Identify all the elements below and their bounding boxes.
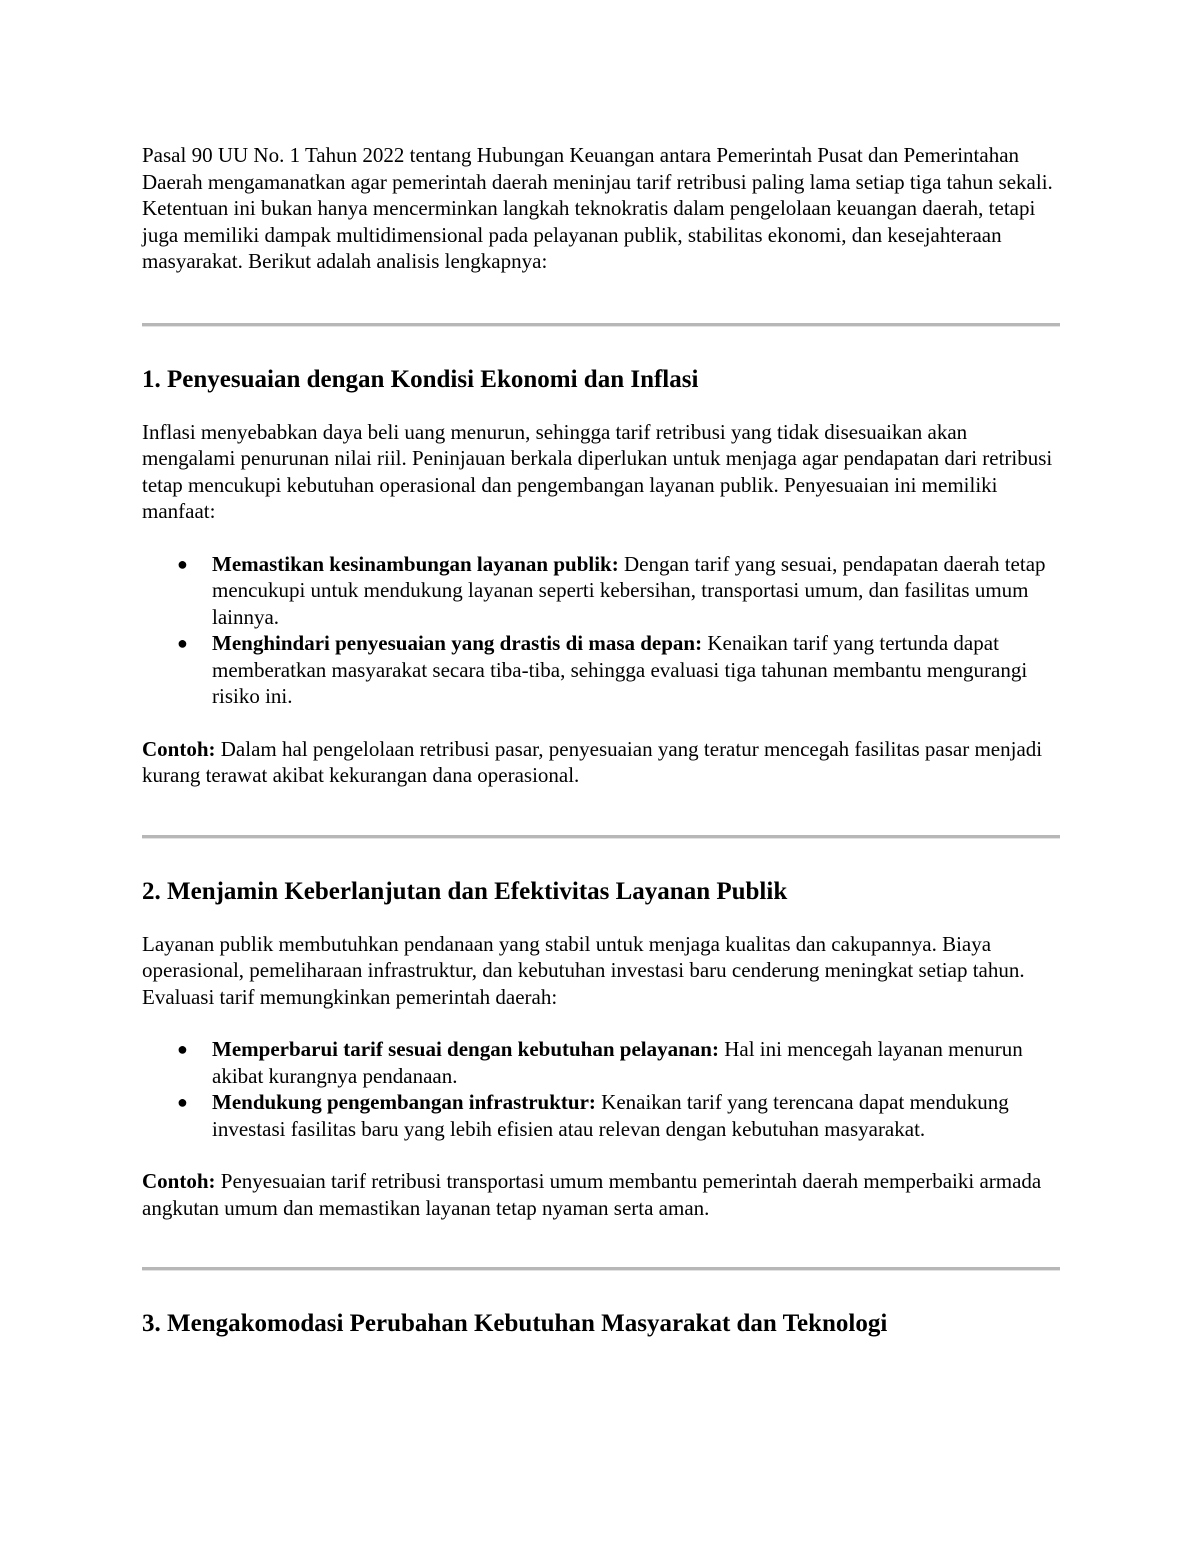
bullet-list bbox=[142, 551, 1062, 710]
section-heading: 1. Penyesuaian dengan Kondisi Ekonomi dan Inflasi bbox=[142, 365, 699, 393]
bullet-icon: ● bbox=[177, 1092, 188, 1112]
section-paragraph: Layanan publik membutuhkan pendanaan yang stabil untuk menjaga kualitas dan cakupannya. Biaya operasional, pemeliharaan infrastruktur, dan kebutuhan investasi baru cenderung meningkat setiap tahun. Evaluasi tarif memungkinkan pemerintah daerah: bbox=[142, 931, 1025, 1009]
list-item bbox=[177, 1089, 1062, 1142]
bullet-list bbox=[142, 1036, 1062, 1142]
section-heading: 3. Mengakomodasi Perubahan Kebutuhan Masyarakat dan Teknologi bbox=[142, 1310, 888, 1337]
example-paragraph bbox=[142, 1168, 1062, 1221]
list-item-bold: Memastikan kesinambungan layanan publik: bbox=[212, 551, 619, 576]
bullet-icon: ● bbox=[177, 553, 188, 574]
list-item-bold: Memperbarui tarif sesuai dengan kebutuhan pelayanan: bbox=[212, 1037, 719, 1061]
list-item-text: Kenaikan tarif yang tertunda dapat memberatkan masyarakat secara tiba-tiba, sehingga evaluasi tiga tahunan membantu mengurangi risiko ini. bbox=[212, 631, 1028, 708]
bullet-icon: ● bbox=[177, 1039, 188, 1059]
list-item-bold: Mendukung pengembangan infrastruktur: bbox=[212, 1090, 596, 1114]
section-divider bbox=[142, 1267, 1060, 1271]
section-paragraph: Inflasi menyebabkan daya beli uang menurun, sehingga tarif retribusi yang tidak disesuaikan akan mengalami penurunan nilai riil. Peninjauan berkala diperlukan untuk menjaga agar pendapatan dari retribusi tetap mencukupi kebutuhan operasional dan pengembangan layanan publik. Penyesuaian ini memiliki manfaat: bbox=[142, 419, 1053, 523]
list-item-bold: Menghindari penyesuaian yang drastis di masa depan: bbox=[212, 631, 703, 655]
document-page bbox=[142, 142, 1062, 1339]
list-item bbox=[177, 551, 1062, 631]
example-text: Penyesuaian tarif retribusi transportasi umum membantu pemerintah daerah memperbaiki armada angkutan umum dan memastikan layanan tetap nyaman serta aman. bbox=[142, 1169, 1042, 1220]
list-item bbox=[177, 1036, 1062, 1089]
section-heading: 2. Menjamin Keberlanjutan dan Efektivitas Layanan Publik bbox=[142, 877, 788, 905]
list-item-text: Kenaikan tarif yang terencana dapat mendukung investasi fasilitas baru yang lebih efisien atau relevan dengan kebutuhan masyarakat. bbox=[212, 1090, 1009, 1141]
example-label: Contoh: bbox=[142, 736, 216, 761]
bullet-icon: ● bbox=[177, 633, 188, 653]
intro-paragraph: Pasal 90 UU No. 1 Tahun 2022 tentang Hubungan Keuangan antara Pemerintah Pusat dan Pemerintahan Daerah mengamanatkan agar pemerintah daerah meninjau tarif retribusi paling lama setiap tiga tahun sekali. Ketentuan ini bukan hanya mencerminkan langkah teknokratis dalam pengelolaan keuangan daerah, tetapi juga memiliki dampak multidimensional pada pelayanan publik, stabilitas ekonomi, dan kesejahteraan masyarakat. Berikut adalah analisis lengkapnya: bbox=[142, 143, 1053, 273]
list-item bbox=[177, 630, 1062, 710]
example-text: Dalam hal pengelolaan retribusi pasar, penyesuaian yang teratur mencegah fasilitas pasar menjadi kurang terawat akibat kekurangan dana operasional. bbox=[142, 736, 1043, 787]
list-item-text: Hal ini mencegah layanan menurun akibat kurangnya pendanaan. bbox=[212, 1037, 1023, 1088]
section-divider bbox=[142, 835, 1060, 839]
list-item-text: Dengan tarif yang sesuai, pendapatan daerah tetap mencukupi untuk mendukung layanan seperti kebersihan, transportasi umum, dan fasilitas umum lainnya. bbox=[212, 551, 1046, 629]
example-paragraph bbox=[142, 736, 1062, 789]
example-label: Contoh: bbox=[142, 1169, 216, 1193]
section-divider bbox=[142, 323, 1060, 327]
